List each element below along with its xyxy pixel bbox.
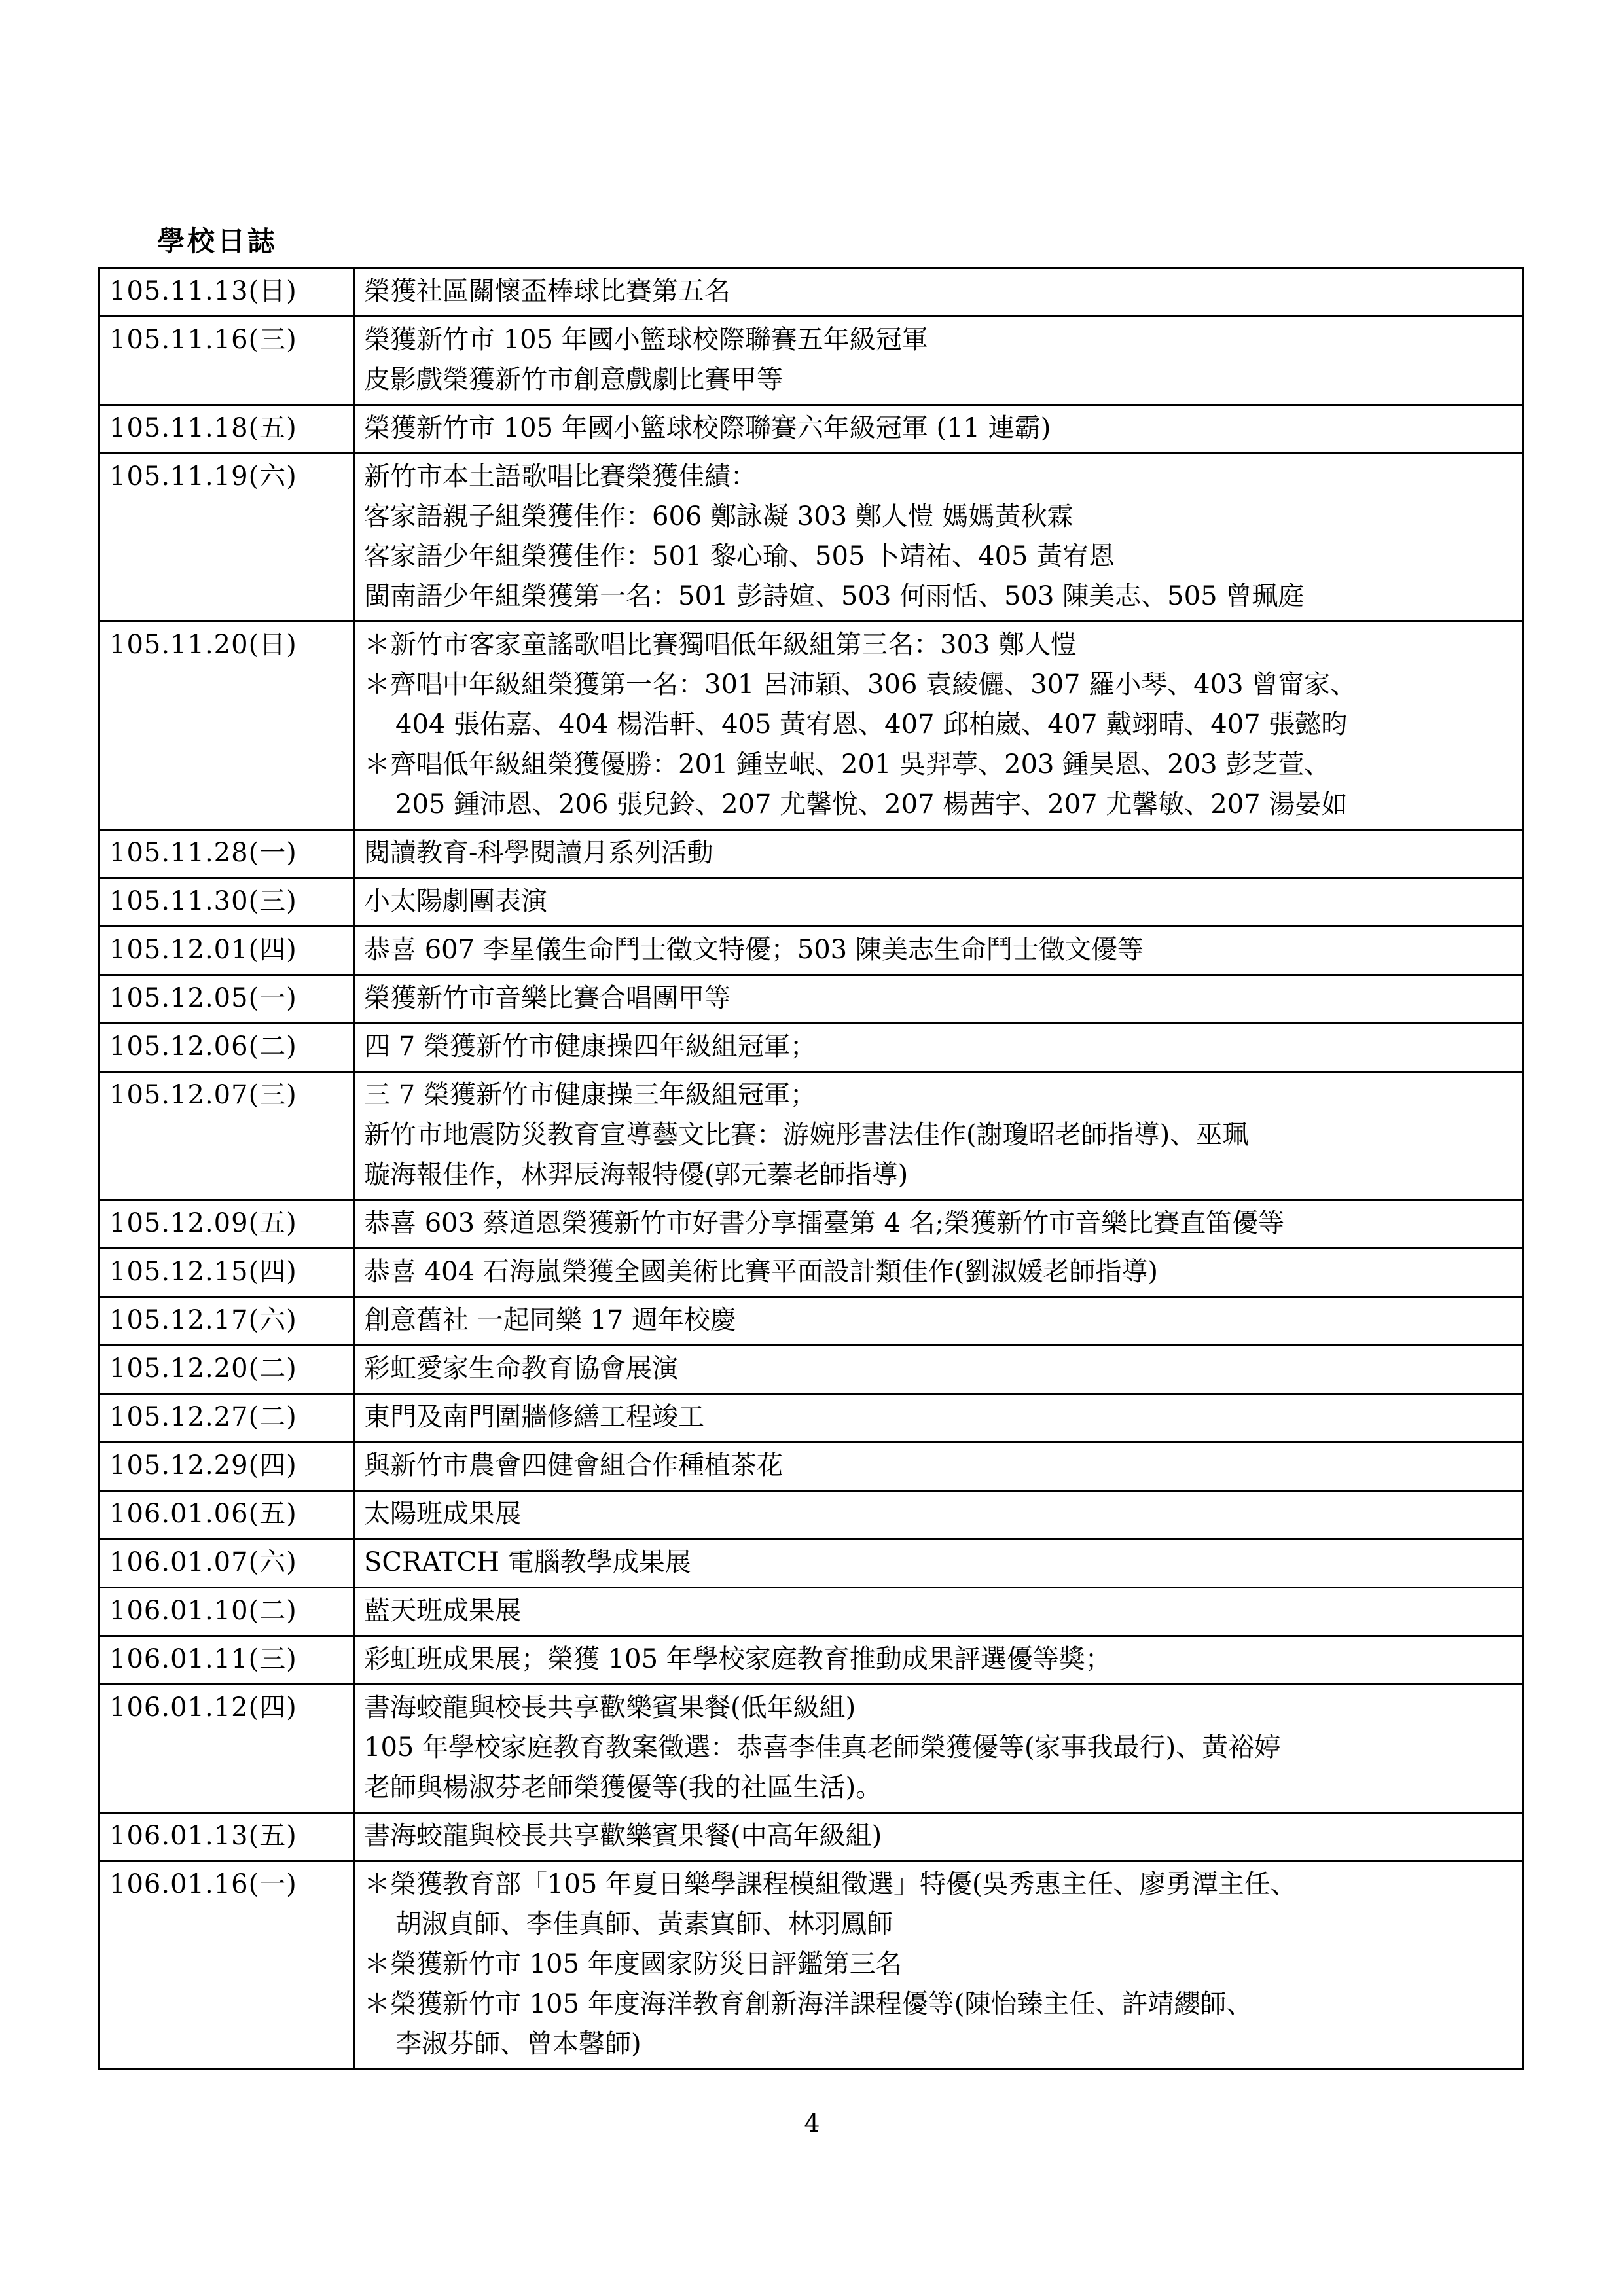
entry-date: 106.01.13(五) bbox=[99, 1813, 354, 1861]
entry-date: 105.12.20(二) bbox=[99, 1346, 354, 1394]
entry-event-line: 與新竹市農會四健會組合作種植茶花 bbox=[364, 1450, 783, 1480]
table-row bbox=[99, 1297, 1523, 1346]
entry-event-line: SCRATCH 電腦教學成果展 bbox=[364, 1547, 691, 1577]
table-row bbox=[99, 405, 1523, 454]
entry-event-line: 404 張佑嘉、404 楊浩軒、405 黃宥恩、407 邱柏崴、407 戴翊晴、407 張懿昀 bbox=[395, 709, 1348, 740]
entry-event-line: 彩虹班成果展；榮獲 105 年學校家庭教育推動成果評選優等獎； bbox=[364, 1644, 1111, 1674]
table-row bbox=[99, 927, 1523, 975]
table-row bbox=[99, 317, 1523, 405]
entry-date: 106.01.16(一) bbox=[99, 1861, 354, 2070]
entry-events bbox=[354, 1861, 1523, 2070]
entry-event-line: 客家語少年組榮獲佳作：501 黎心瑜、505 卜靖祐、405 黃宥恩 bbox=[364, 541, 1115, 571]
entry-events bbox=[354, 1394, 1523, 1443]
entry-event-line: 榮獲新竹市 105 年國小籃球校際聯賽六年級冠軍 (11 連霸) bbox=[364, 413, 1051, 443]
entry-events bbox=[354, 1024, 1523, 1072]
entry-events bbox=[354, 1685, 1523, 1813]
entry-date: 105.12.15(四) bbox=[99, 1249, 354, 1297]
table-row bbox=[99, 975, 1523, 1024]
entry-event-line: 恭喜 603 蔡道恩榮獲新竹市好書分享擂臺第 4 名;榮獲新竹市音樂比賽直笛優等 bbox=[364, 1208, 1285, 1238]
entry-date: 105.11.28(一) bbox=[99, 830, 354, 878]
entry-date: 105.11.20(日) bbox=[99, 622, 354, 830]
entry-event-line: 恭喜 404 石海嵐榮獲全國美術比賽平面設計類佳作(劉淑媛老師指導) bbox=[364, 1257, 1158, 1287]
entry-event-line: 榮獲新竹市音樂比賽合唱團甲等 bbox=[364, 983, 731, 1013]
entry-date: 105.11.18(五) bbox=[99, 405, 354, 454]
table-row bbox=[99, 1685, 1523, 1813]
entry-events bbox=[354, 622, 1523, 830]
entry-event-line: 客家語親子組榮獲佳作：606 鄭詠凝 303 鄭人愷 媽媽黃秋霖 bbox=[364, 501, 1074, 531]
entry-date: 106.01.07(六) bbox=[99, 1539, 354, 1588]
entry-date: 105.12.07(三) bbox=[99, 1072, 354, 1200]
entry-event-line: 新竹市地震防災教育宣導藝文比賽：游婉彤書法佳作(謝瓊昭老師指導)、巫珮 bbox=[364, 1120, 1249, 1150]
entry-events bbox=[354, 1443, 1523, 1491]
table-row bbox=[99, 1588, 1523, 1636]
entry-event-line: 太陽班成果展 bbox=[364, 1499, 521, 1529]
entry-event-line: 205 鍾沛恩、206 張兒鈴、207 尤馨悅、207 楊茜宇、207 尤馨敏、207 湯晏如 bbox=[395, 789, 1348, 819]
entry-date: 105.12.05(一) bbox=[99, 975, 354, 1024]
entry-events bbox=[354, 830, 1523, 878]
entry-events bbox=[354, 1249, 1523, 1297]
entry-event-line: ＊齊唱低年級組榮獲優勝：201 鍾岦岷、201 吳羿葶、203 鍾昊恩、203 彭芝萱、 bbox=[364, 749, 1331, 780]
entry-events bbox=[354, 1636, 1523, 1685]
table-row bbox=[99, 1249, 1523, 1297]
page-number: 4 bbox=[804, 2109, 820, 2138]
entry-event-line: ＊新竹市客家童謠歌唱比賽獨唱低年級組第三名：303 鄭人愷 bbox=[364, 630, 1077, 660]
entry-events bbox=[354, 268, 1523, 317]
entry-event-line: 榮獲社區關懷盃棒球比賽第五名 bbox=[364, 276, 731, 306]
entry-event-line: 璇海報佳作，林羿辰海報特優(郭元蓁老師指導) bbox=[364, 1160, 909, 1190]
entry-event-line: 三 7 榮獲新竹市健康操三年級組冠軍； bbox=[364, 1080, 816, 1110]
entry-date: 106.01.12(四) bbox=[99, 1685, 354, 1813]
entry-events bbox=[354, 1491, 1523, 1539]
entry-event-line: 書海蛟龍與校長共享歡樂賓果餐(中高年級組) bbox=[364, 1821, 882, 1851]
entry-events bbox=[354, 1200, 1523, 1249]
table-row bbox=[99, 1539, 1523, 1588]
table-row bbox=[99, 1813, 1523, 1861]
table-row bbox=[99, 1072, 1523, 1200]
entry-event-line: 新竹市本土語歌唱比賽榮獲佳績： bbox=[364, 461, 757, 492]
entry-event-line: ＊榮獲新竹市 105 年度海洋教育創新海洋課程優等(陳怡臻主任、許靖纓師、 bbox=[364, 1989, 1253, 2019]
entry-date: 105.12.09(五) bbox=[99, 1200, 354, 1249]
entry-date: 106.01.06(五) bbox=[99, 1491, 354, 1539]
table-row bbox=[99, 268, 1523, 317]
table-row bbox=[99, 1024, 1523, 1072]
entry-date: 105.11.19(六) bbox=[99, 454, 354, 622]
entry-date: 106.01.10(二) bbox=[99, 1588, 354, 1636]
entry-event-line: 創意舊社 一起同樂 17 週年校慶 bbox=[364, 1305, 737, 1335]
school-log-table bbox=[98, 267, 1524, 2070]
entry-event-line: 閩南語少年組榮獲第一名：501 彭詩媗、503 何雨恬、503 陳美志、505 曾珮庭 bbox=[364, 581, 1305, 611]
entry-date: 106.01.11(三) bbox=[99, 1636, 354, 1685]
entry-events bbox=[354, 975, 1523, 1024]
entry-event-line: 榮獲新竹市 105 年國小籃球校際聯賽五年級冠軍 bbox=[364, 325, 928, 355]
table-row bbox=[99, 1443, 1523, 1491]
entry-events bbox=[354, 1346, 1523, 1394]
entry-events bbox=[354, 405, 1523, 454]
table-row bbox=[99, 878, 1523, 927]
entry-event-line: 小太陽劇團表演 bbox=[364, 886, 547, 916]
table-row bbox=[99, 1491, 1523, 1539]
table-row bbox=[99, 1636, 1523, 1685]
entry-date: 105.11.30(三) bbox=[99, 878, 354, 927]
entry-events bbox=[354, 927, 1523, 975]
table-row bbox=[99, 830, 1523, 878]
entry-event-line: 四 7 榮獲新竹市健康操四年級組冠軍； bbox=[364, 1031, 816, 1062]
entry-event-line: 彩虹愛家生命教育協會展演 bbox=[364, 1354, 678, 1384]
entry-date: 105.12.27(二) bbox=[99, 1394, 354, 1443]
entry-event-line: 李淑芬師、曾本馨師) bbox=[395, 2029, 641, 2059]
entry-date: 105.11.16(三) bbox=[99, 317, 354, 405]
entry-events bbox=[354, 1539, 1523, 1588]
table-row bbox=[99, 454, 1523, 622]
entry-date: 105.12.17(六) bbox=[99, 1297, 354, 1346]
table-row bbox=[99, 1394, 1523, 1443]
entry-date: 105.11.13(日) bbox=[99, 268, 354, 317]
entry-events bbox=[354, 1297, 1523, 1346]
entry-event-line: ＊齊唱中年級組榮獲第一名：301 呂沛穎、306 袁綾儷、307 羅小琴、403 曾甯家、 bbox=[364, 670, 1357, 700]
entry-event-line: 105 年學校家庭教育教案徵選：恭喜李佳真老師榮獲優等(家事我最行)、黃裕婷 bbox=[364, 1732, 1281, 1763]
page-title: 學校日誌 bbox=[157, 225, 278, 257]
entry-event-line: 胡淑貞師、李佳真師、黃素寘師、林羽鳳師 bbox=[395, 1909, 893, 1939]
table-row bbox=[99, 1346, 1523, 1394]
table-row bbox=[99, 1200, 1523, 1249]
entry-event-line: ＊榮獲新竹市 105 年度國家防災日評鑑第三名 bbox=[364, 1949, 902, 1979]
entry-event-line: 閱讀教育-科學閱讀月系列活動 bbox=[364, 838, 713, 868]
table-row bbox=[99, 1861, 1523, 2070]
entry-event-line: ＊榮獲教育部「105 年夏日樂學課程模組徵選」特優(吳秀惠主任、廖勇潭主任、 bbox=[364, 1869, 1297, 1899]
entry-events bbox=[354, 454, 1523, 622]
entry-event-line: 東門及南門圍牆修繕工程竣工 bbox=[364, 1402, 704, 1432]
table-row bbox=[99, 622, 1523, 830]
entry-events bbox=[354, 1072, 1523, 1200]
entry-event-line: 書海蛟龍與校長共享歡樂賓果餐(低年級組) bbox=[364, 1693, 856, 1723]
entry-events bbox=[354, 878, 1523, 927]
entry-event-line: 皮影戲榮獲新竹市創意戲劇比賽甲等 bbox=[364, 365, 783, 395]
entry-events bbox=[354, 317, 1523, 405]
entry-date: 105.12.29(四) bbox=[99, 1443, 354, 1491]
entry-date: 105.12.06(二) bbox=[99, 1024, 354, 1072]
entry-event-line: 老師與楊淑芬老師榮獲優等(我的社區生活)。 bbox=[364, 1772, 882, 1803]
entry-date: 105.12.01(四) bbox=[99, 927, 354, 975]
entry-events bbox=[354, 1813, 1523, 1861]
entry-events bbox=[354, 1588, 1523, 1636]
entry-event-line: 藍天班成果展 bbox=[364, 1596, 521, 1626]
entry-event-line: 恭喜 607 李星儀生命鬥士徵文特優；503 陳美志生命鬥士徵文優等 bbox=[364, 935, 1144, 965]
